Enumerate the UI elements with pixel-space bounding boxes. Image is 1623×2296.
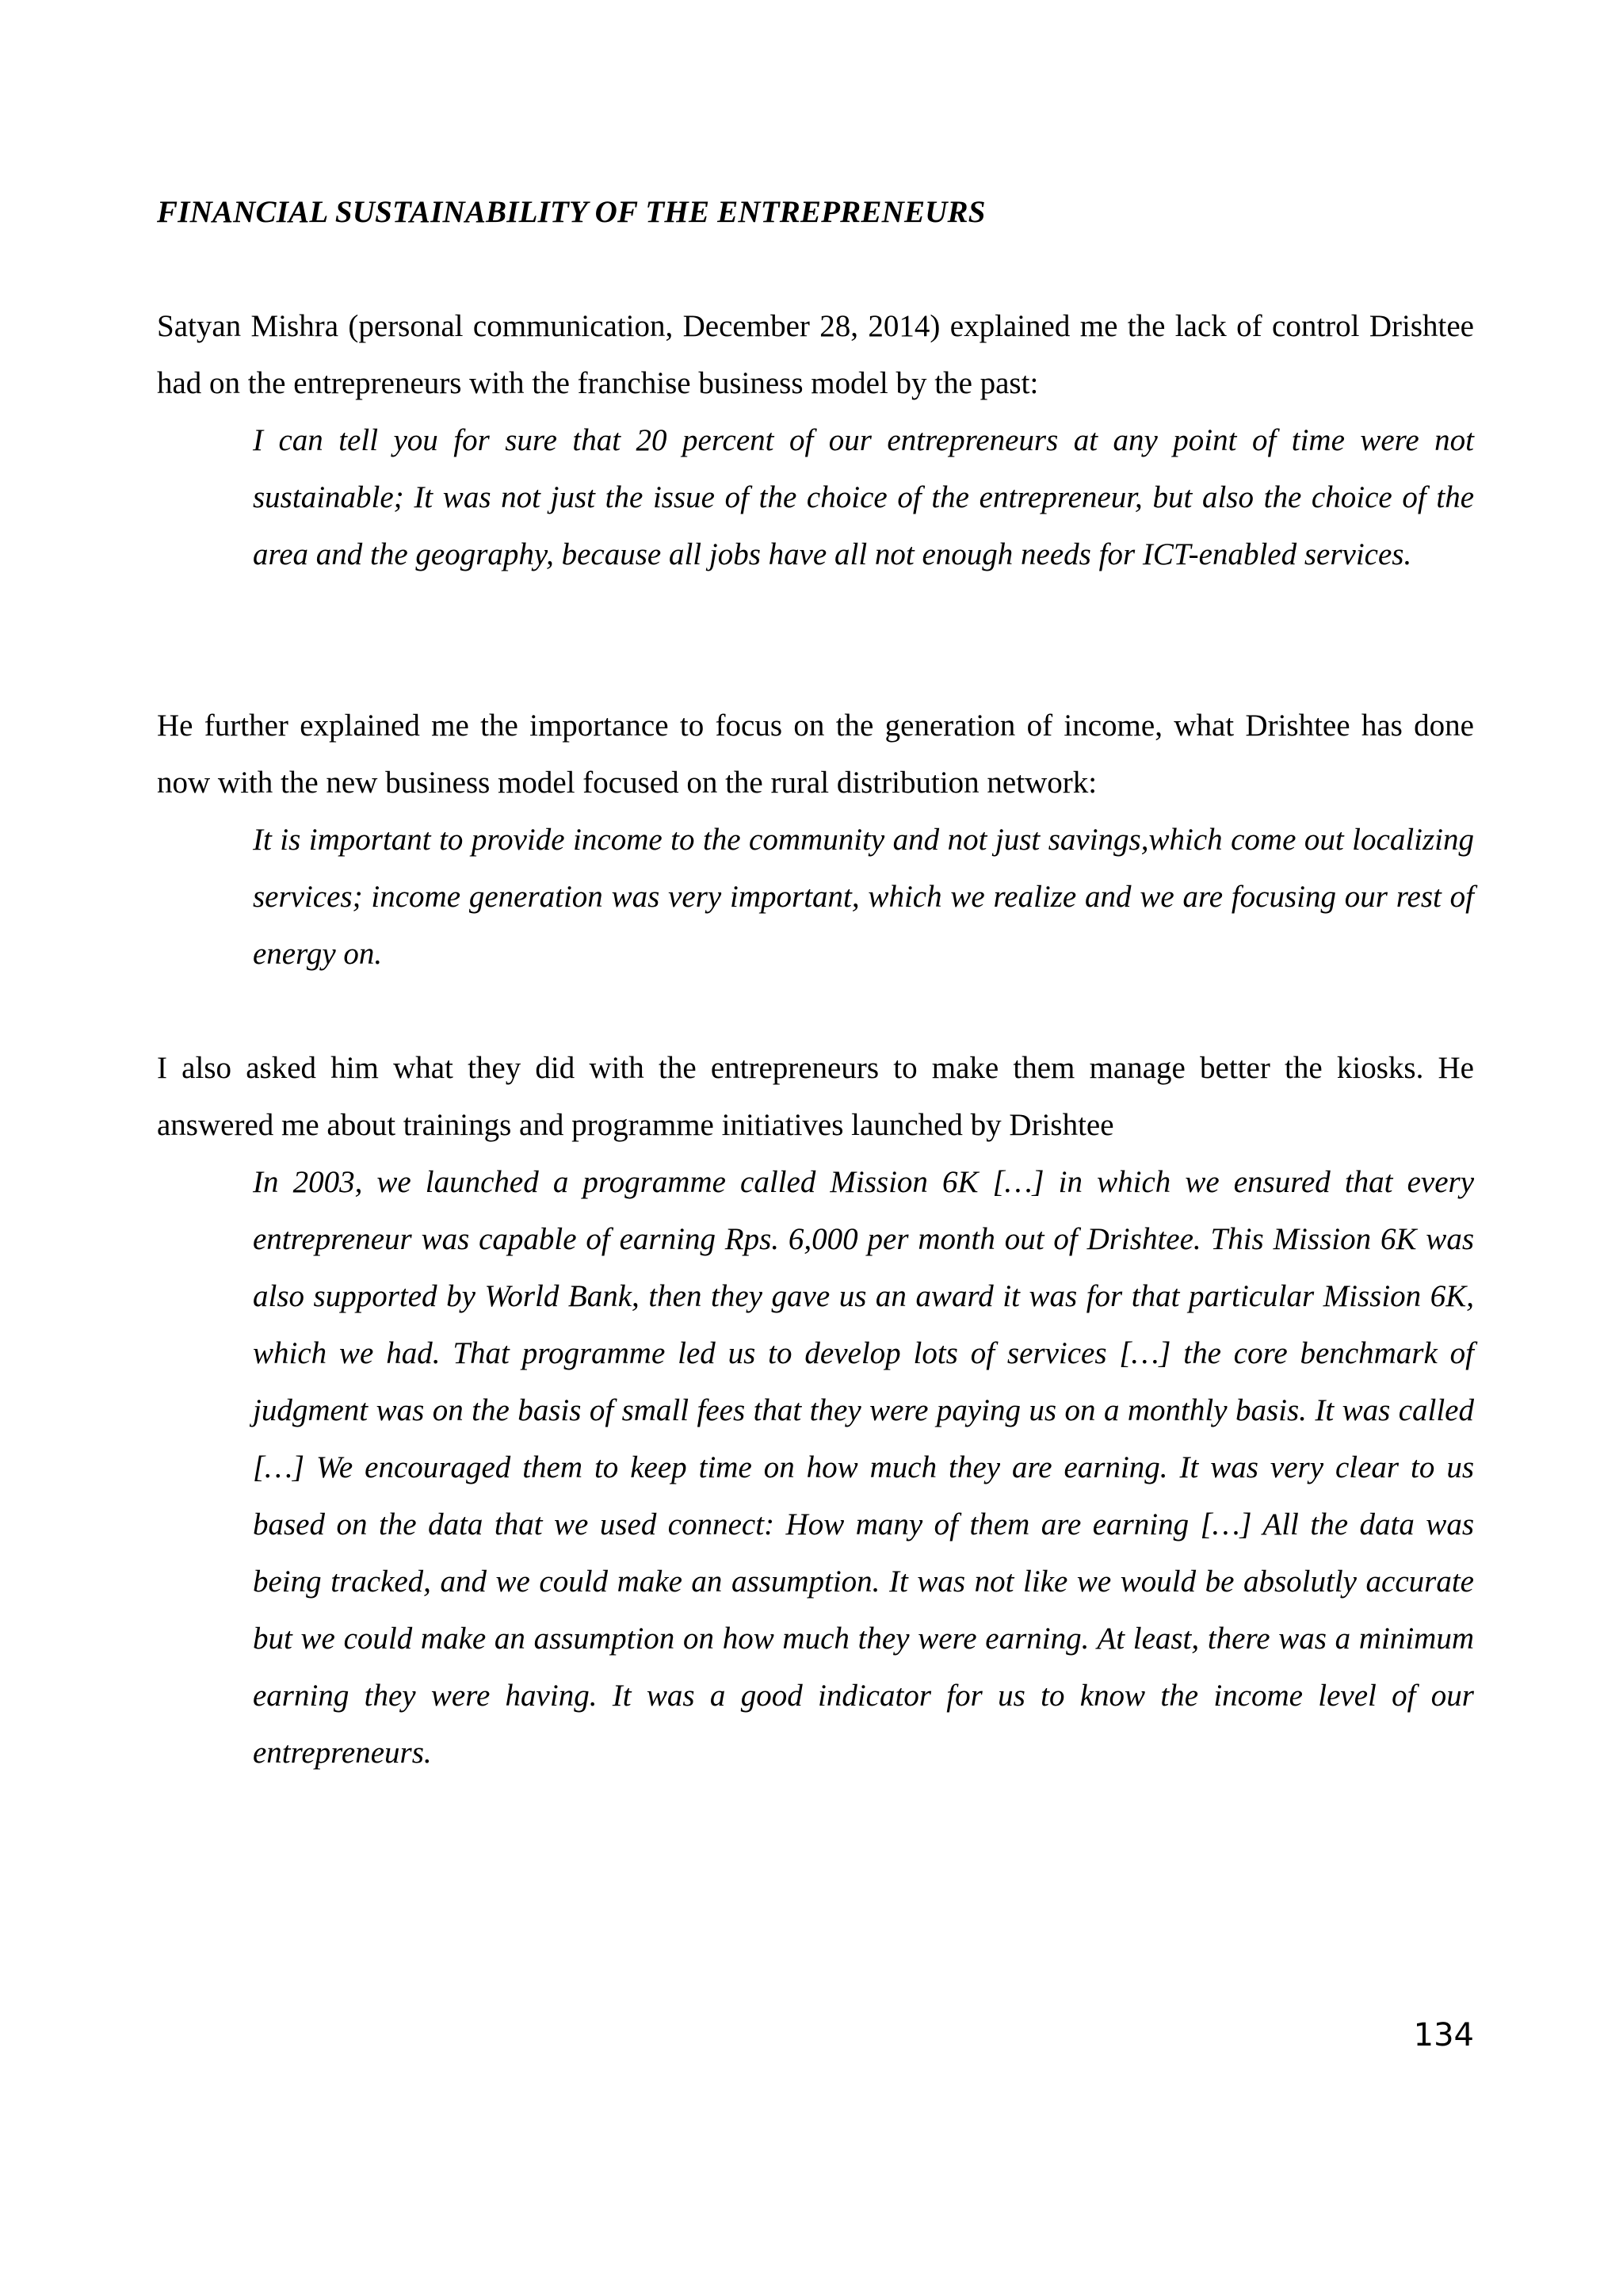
section-heading: FINANCIAL SUSTAINABILITY OF THE ENTREPRENEURS [157,195,986,229]
body-paragraph-1: Satyan Mishra (personal communication, December 28, 2014) explained me the lack of control Drishtee had on the entrepreneurs with the franchise business model by the past: [157,309,1474,400]
body-paragraph-2: He further explained me the importance to focus on the generation of income, what Drishtee has done now with the new business model focused on the rural distribution network: [157,709,1474,800]
interview-quote-3: In 2003, we launched a programme called Mission 6K […] in which we ensured that every entrepreneur was capable of earning Rps. 6,000 per month out of Drishtee. This Mission 6K was also supported by World Bank, then they gave us an award it was for that particular Mission 6K, which we had. That programme led us to develop lots of services […] the core benchmark of judgment was on the basis of small fees that they were paying us on a monthly basis. It was called […] We encouraged them to keep time on how much they are earning. It was very clear to us based on the data that we used connect: How many of them are earning […] All the data was being tracked, and we could make an assumption. It was not like we would be absolutly accurate but we could make an assumption on how much they were earning. At least, there was a minimum earning they were having. It was a good indicator for us to know the income level of our entrepreneurs. [253,1165,1474,1770]
body-paragraph-3: I also asked him what they did with the entrepreneurs to make them manage better the kiosks. He answered me about trainings and programme initiatives launched by Drishtee [157,1051,1474,1142]
interview-quote-1: I can tell you for sure that 20 percent of our entrepreneurs at any point of time were not sustainable; It was not just the issue of the choice of the entrepreneur, but also the choice of the area and the geography, because all jobs have all not enough needs for ICT-enabled services. [253,423,1474,571]
interview-quote-2: It is important to provide income to the community and not just savings,which come out localizing services; income generation was very important, which we realize and we are focusing our rest of energy on. [253,823,1474,971]
page-number: 134 [1413,2017,1474,2053]
